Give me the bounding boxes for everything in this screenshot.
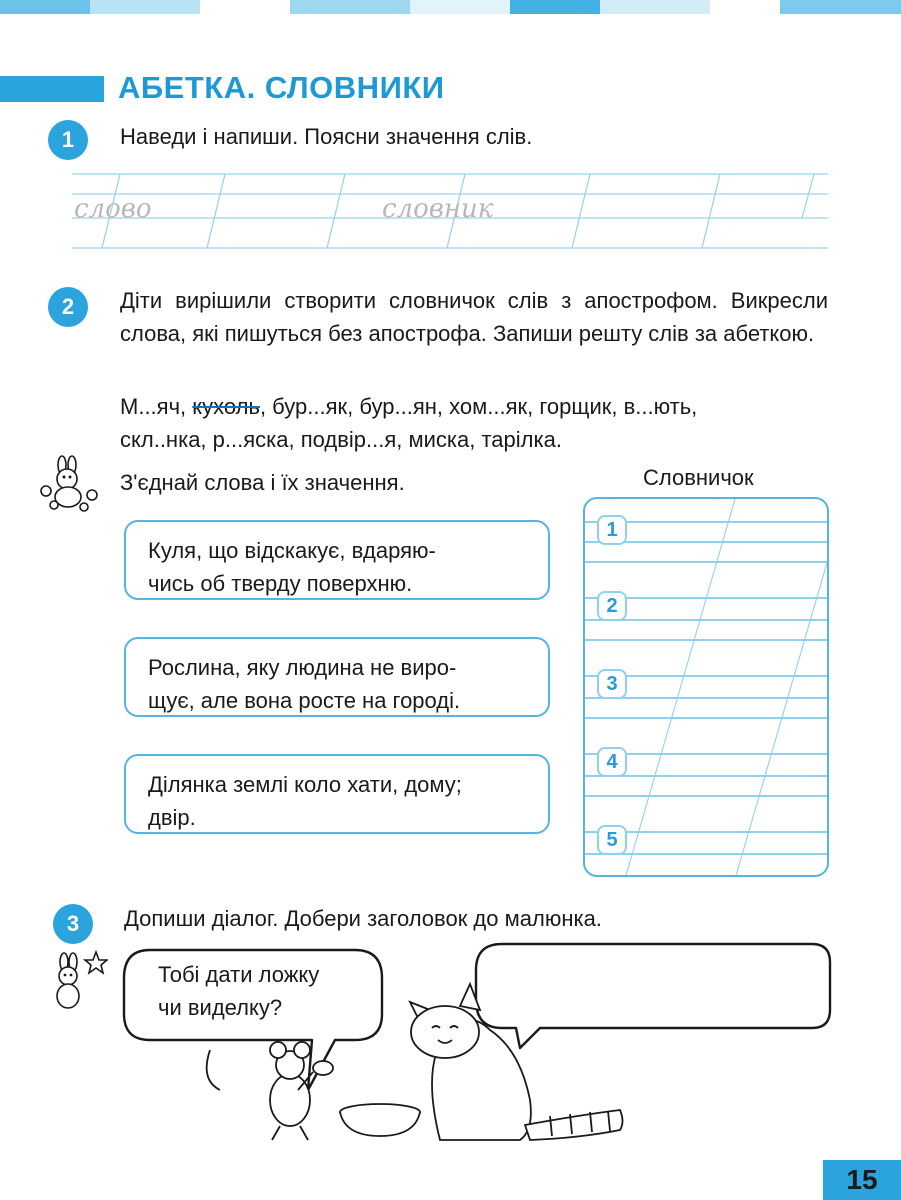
word-list-line-2: скл..нка, р...яска, подвір...я, миска, тарілка. [120,427,562,452]
rabbit-star-icon [40,948,108,1018]
meaning-card-1[interactable] [124,520,550,600]
speech-line-1: Тобі дати ложку [158,962,320,987]
dictionary-line [585,561,829,563]
task1-instruction: Наведи і напиши. Поясни значення слів. [120,124,533,149]
rabbit-icon [36,455,104,513]
meaning-card-2[interactable] [124,637,550,717]
page-title: АБЕТКА. СЛОВНИКИ [118,70,445,105]
strip-segment [200,0,290,14]
dictionary-box[interactable] [583,497,829,877]
word-list-rest: , бур...як, бур...ян, хом...як, горщик, в...ють, [259,394,698,419]
trace-word-2: словник [382,194,494,224]
match-instruction: З'єднай слова і їх значення. [120,470,405,495]
page-number: 15 [823,1160,901,1200]
dictionary-title: Словничок [643,465,754,490]
word-list-line-1 [120,390,828,423]
dictionary-number-3: 3 [597,669,627,699]
word-list-start: М...яч, [120,394,193,419]
dictionary-number-4: 4 [597,747,627,777]
title-accent-bar [0,76,104,102]
task-number-1: 1 [48,120,88,160]
dictionary-line [585,639,829,641]
strip-segment [410,0,510,14]
dictionary-number-2: 2 [597,591,627,621]
meaning-3-line-1: Ділянка землі коло хати, дому; [148,772,462,797]
dictionary-number-1: 1 [597,515,627,545]
strip-segment [710,0,780,14]
dictionary-line [585,717,829,719]
meaning-2-line-2: щує, але вона росте на городі. [148,688,461,713]
task3-instruction: Допиши діалог. Добери заголовок до малюнка. [124,906,602,931]
crossed-word: кухоль [192,394,260,419]
strip-segment [780,0,901,14]
strip-segment [90,0,200,14]
dictionary-line [585,795,829,797]
meaning-card-3[interactable] [124,754,550,834]
meaning-3-line-2: двір. [148,805,196,830]
meaning-1-line-2: чись об тверду поверхню. [148,571,413,596]
speech-line-2: чи виделку? [158,995,283,1020]
strip-segment [0,0,90,14]
task2-instruction: Діти вирішили створити словничок слів з апострофом. Викресли слова, які пишуться без апострофа. Запиши решту слів за абеткою. [120,288,828,346]
meaning-2-line-1: Рослина, яку людина не виро- [148,655,457,680]
trace-word-1: слово [74,194,152,224]
meaning-1-line-1: Куля, що відскакує, вдаряю- [148,538,436,563]
task-number-2: 2 [48,287,88,327]
dictionary-number-5: 5 [597,825,627,855]
strip-segment [290,0,410,14]
strip-segment [510,0,600,14]
task-number-3: 3 [53,904,93,944]
top-color-strip [0,0,901,14]
strip-segment [600,0,710,14]
